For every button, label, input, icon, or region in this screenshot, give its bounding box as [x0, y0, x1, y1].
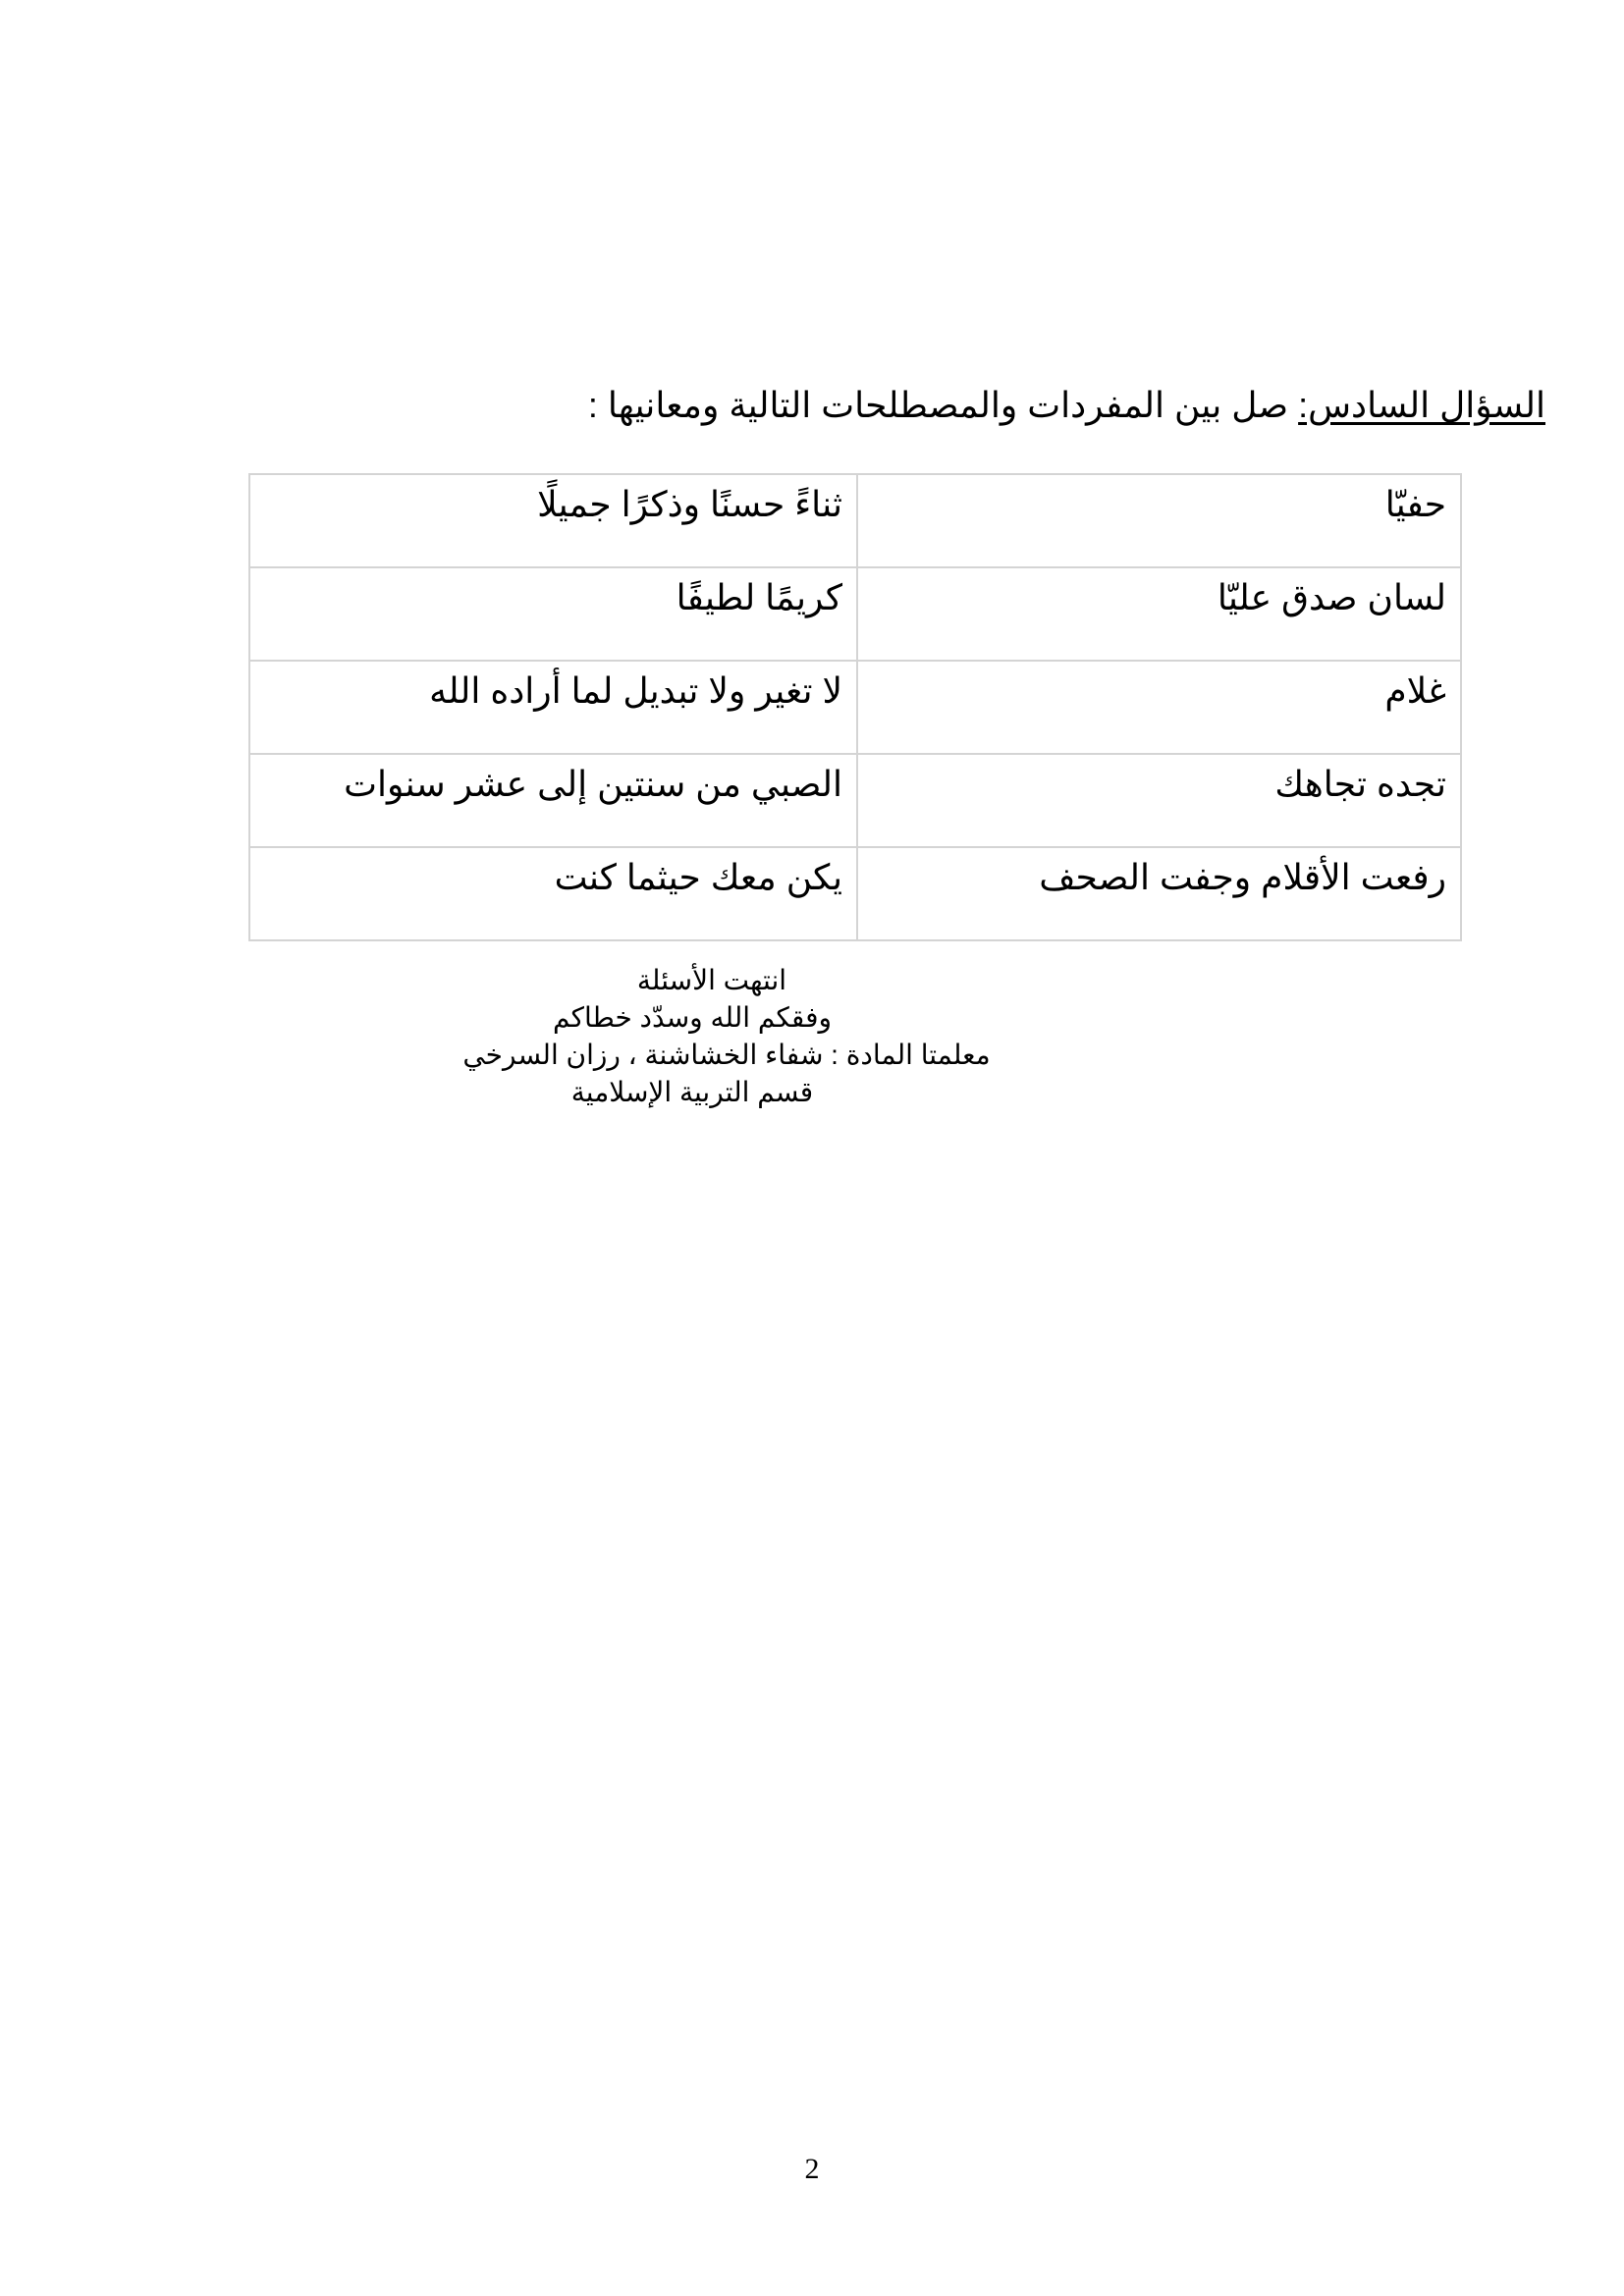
closing-end-line: انتهت الأسئلة: [636, 965, 787, 995]
page-number: 2: [804, 2153, 820, 2185]
table-row: [249, 474, 1461, 567]
term-cell: تجده تجاهك: [857, 754, 1461, 847]
question-label: السؤال السادس:: [1298, 385, 1545, 425]
table-row: [249, 567, 1461, 661]
closing-teachers-line: معلمتا المادة : شفاء الخشاشنة ، رزان السرخي: [462, 1040, 991, 1070]
closing-wish-line: وفقكم الله وسدّد خطاكم: [552, 1002, 833, 1033]
meaning-cell: يكن معك حيثما كنت: [249, 847, 857, 940]
question-instruction: صل بين المفردات والمصطلحات التالية ومعانيها :: [587, 385, 1299, 425]
term-cell: لسان صدق عليّا: [857, 567, 1461, 661]
table-row: [249, 847, 1461, 940]
closing-block: [353, 962, 1100, 1111]
term-cell: غلام: [857, 661, 1461, 754]
question-heading: [367, 381, 1545, 430]
table-row: [249, 661, 1461, 754]
matching-table: [248, 473, 1462, 941]
meaning-cell: الصبي من سنتين إلى عشر سنوات: [249, 754, 857, 847]
meaning-cell: لا تغير ولا تبديل لما أراده الله: [249, 661, 857, 754]
meaning-cell: كريمًا لطيفًا: [249, 567, 857, 661]
closing-department-line: قسم التربية الإسلامية: [570, 1077, 814, 1107]
table-row: [249, 754, 1461, 847]
term-cell: حفيّا: [857, 474, 1461, 567]
term-cell: رفعت الأقلام وجفت الصحف: [857, 847, 1461, 940]
meaning-cell: ثناءً حسنًا وذكرًا جميلًا: [249, 474, 857, 567]
